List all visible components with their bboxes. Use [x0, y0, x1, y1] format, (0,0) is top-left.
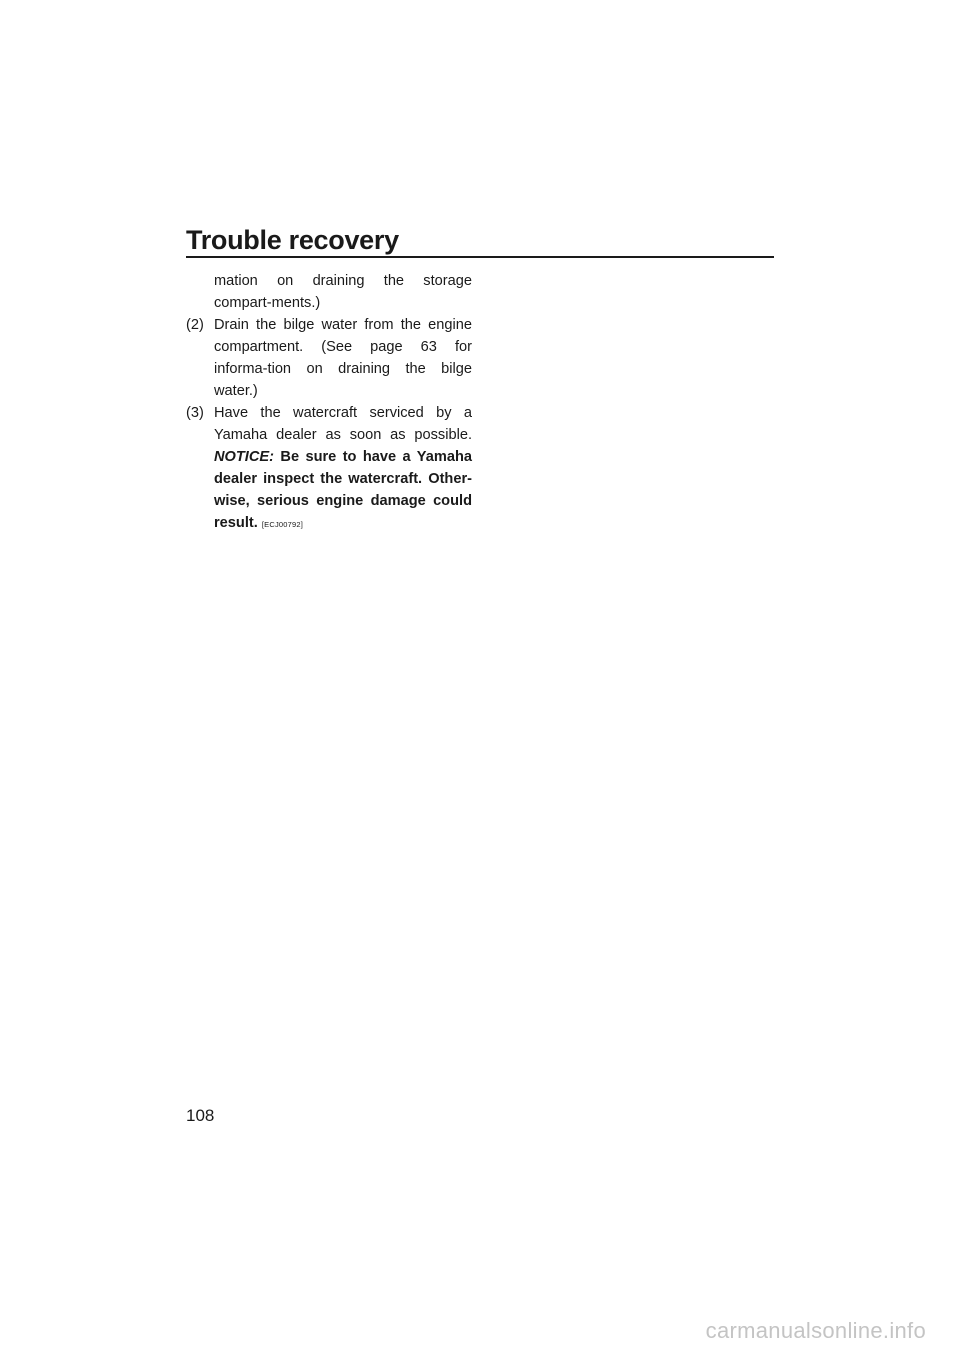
page-number: 108: [186, 1106, 215, 1125]
continued-text: mation on draining the storage compart-ments.): [214, 273, 472, 311]
main-column: [186, 270, 472, 536]
notice-text: Be sure to have a Yamaha dealer inspect the watercraft. Other-wise, serious engine damage could result.: [214, 449, 472, 531]
step-number: (3): [186, 405, 204, 421]
step-text: Drain the bilge water from the engine compartment. (See page 63 for informa-tion on draining the bilge water.): [214, 317, 472, 399]
watermark: carmanualsonline.info: [705, 1318, 926, 1343]
list-item: [186, 314, 472, 402]
step-number: (2): [186, 317, 204, 333]
list-item: [186, 402, 472, 536]
page-header: [186, 222, 774, 258]
notice-code: [ECJ00792]: [261, 520, 304, 529]
step-text: Have the watercraft serviced by a Yamaha dealer as soon as possible.: [214, 405, 472, 443]
page-title: Trouble recovery: [186, 225, 399, 255]
notice-label: NOTICE:: [214, 449, 274, 465]
